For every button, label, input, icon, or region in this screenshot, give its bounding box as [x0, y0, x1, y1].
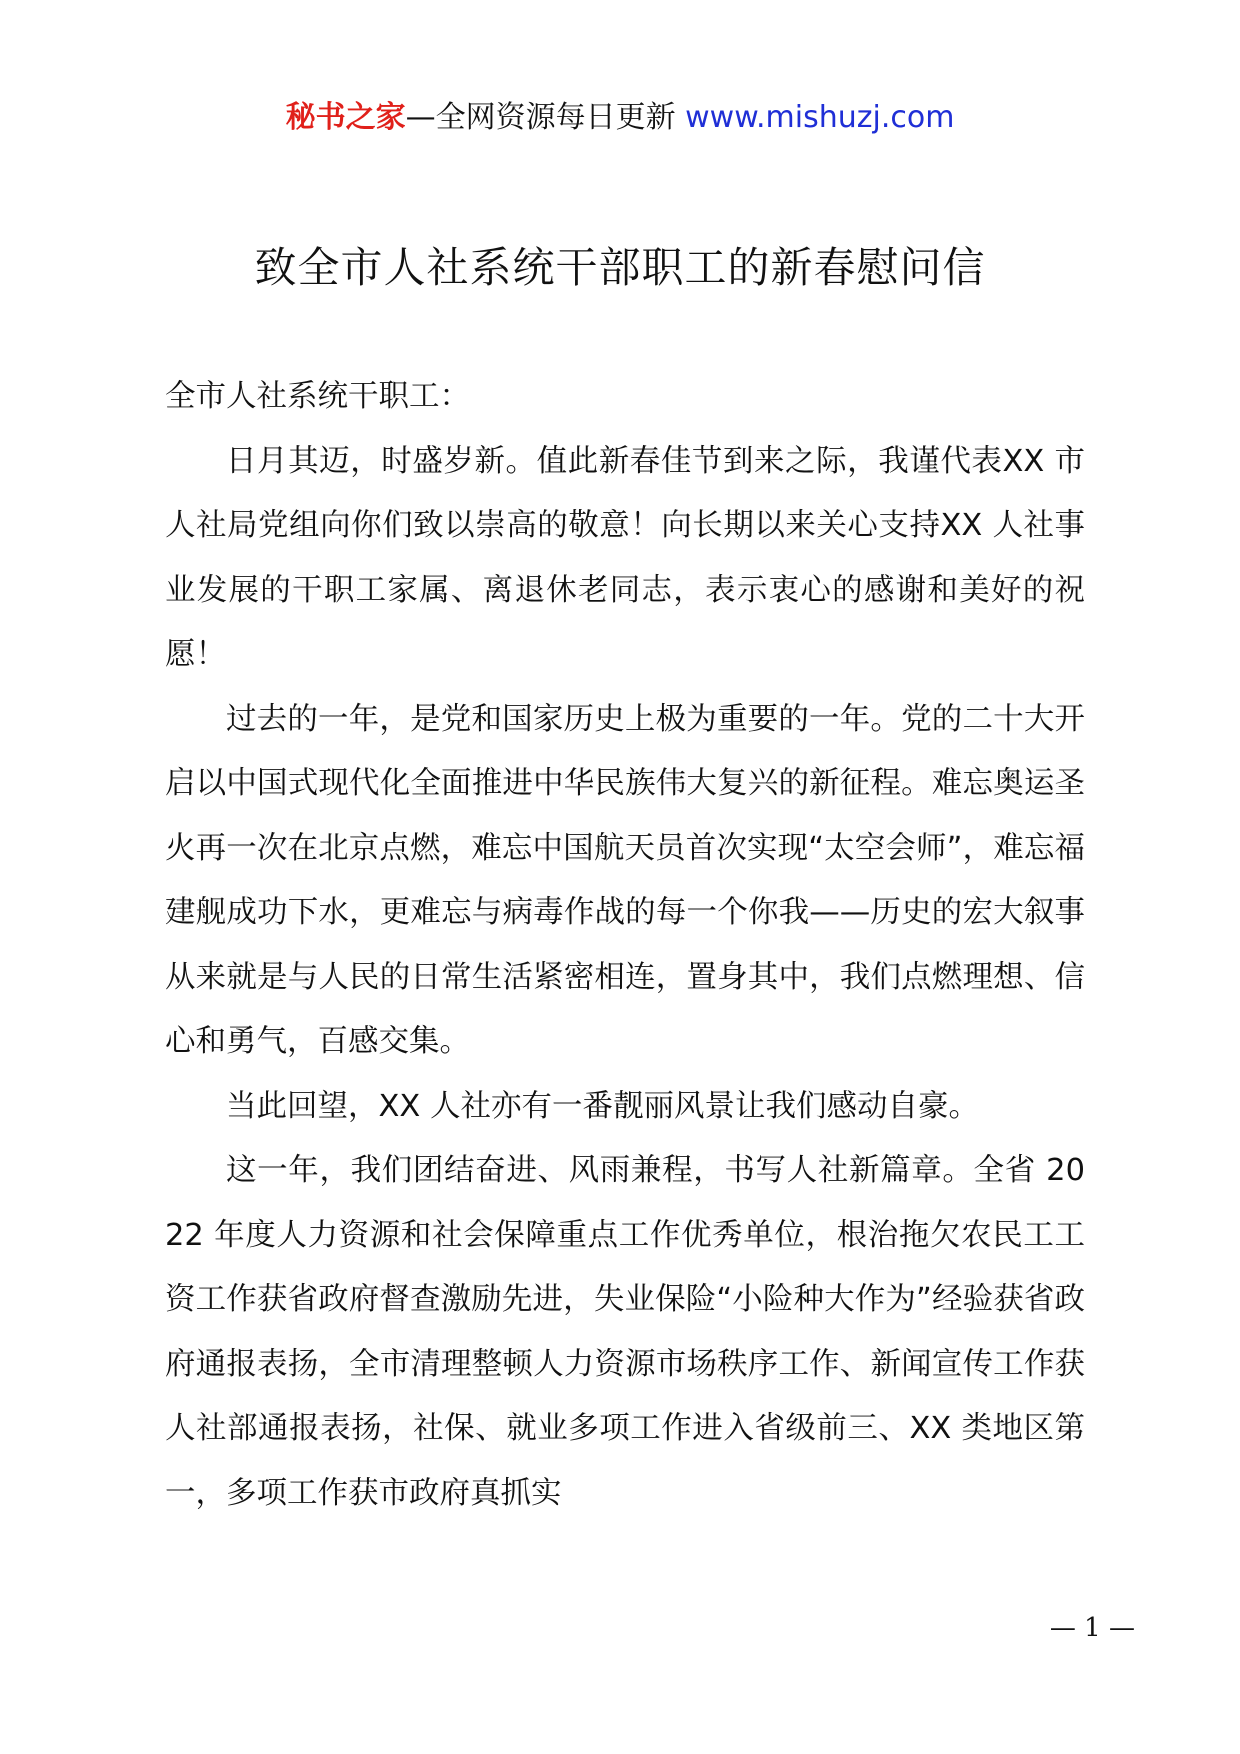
letter-body	[165, 365, 1085, 1526]
salutation: 全市人社系统干职工：	[165, 379, 470, 414]
paragraph: 这一年，我们团结奋进、风雨兼程，书写人社新篇章。全省 2022 年度人力资源和社会保障重点工作优秀单位，根治拖欠农民工工资工作获省政府督查激励先进，失业保险“小险种大作为”经验获省政府通报表扬，全市清理整顿人力资源市场秩序工作、新闻宣传工作获人社部通报表扬，社保、就业多项工作进入省级前三、XX 类地区第一，多项工作获市政府真抓实	[165, 1153, 1085, 1511]
site-header	[0, 98, 1240, 138]
page-number: — 1 —	[1049, 1613, 1135, 1643]
header-tagline: —全网资源每日更新	[405, 100, 676, 135]
brand-name: 秘书之家	[285, 100, 406, 135]
document-title: 致全市人社系统干部职工的新春慰问信	[254, 243, 986, 292]
paragraph: 过去的一年，是党和国家历史上极为重要的一年。党的二十大开启以中国式现代化全面推进中华民族伟大复兴的新征程。难忘奥运圣火再一次在北京点燃，难忘中国航天员首次实现“太空会师”，难忘福建舰成功下水，更难忘与病毒作战的每一个你我——历史的宏大叙事从来就是与人民的日常生活紧密相连，置身其中，我们点燃理想、信心和勇气，百感交集。	[165, 701, 1085, 1059]
paragraph: 日月其迈，时盛岁新。值此新春佳节到来之际，我谨代表XX 市人社局党组向你们致以崇高的敬意！向长期以来关心支持XX 人社事业发展的干职工家属、离退休老同志，表示衷心的感谢和美好的祝愿！	[165, 443, 1085, 672]
paragraph: 当此回望，XX 人社亦有一番靓丽风景让我们感动自豪。	[226, 1088, 979, 1124]
site-url-link[interactable]: www.mishuzj.com	[685, 100, 955, 135]
